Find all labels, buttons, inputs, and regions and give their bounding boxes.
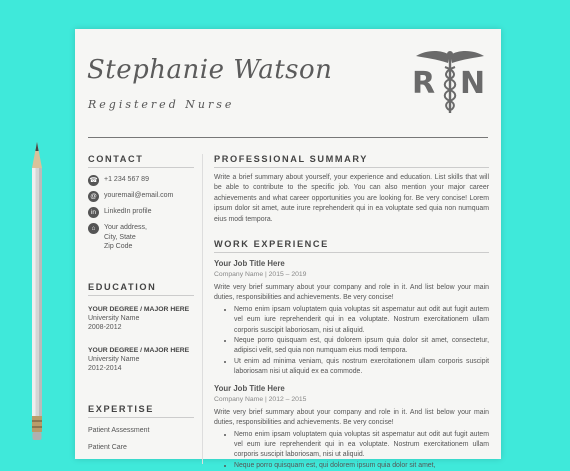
at-icon: @	[88, 191, 99, 202]
skill-item: Patient Assessment	[88, 427, 194, 434]
job-company-dates: Company Name | 2015 – 2019	[214, 271, 489, 278]
logo-letter-r: R	[412, 69, 435, 99]
degree-name: YOUR DEGREE / MAJOR HERE	[88, 346, 194, 355]
sidebar	[88, 154, 194, 451]
education-entry	[88, 305, 194, 333]
job-bullet: • Neque porro quisquam est, qui dolorem ipsum quia dolor sit amet, consectetur, adipisci velit, sed quia non numquam eius modi tempora.	[234, 336, 489, 357]
job-company-dates: Company Name | 2012 – 2015	[214, 396, 489, 403]
expertise-heading: EXPERTISE	[88, 404, 194, 418]
school-years: 2012-2014	[88, 364, 194, 374]
rn-logo	[412, 47, 488, 113]
pencil-icon	[30, 142, 44, 442]
job-bullet: • Nemo enim ipsam voluptatem quia voluptas sit aspernatur aut odit aut fugit autem vel eum iure reprehenderit qui in ea voluptate. Nostrum exercitationem ullam corporis suscipit laboriosam, nisi ut aliquid.	[234, 430, 489, 461]
address-line: Your address,	[104, 223, 147, 233]
job-bullet: • Neque porro quisquam est, qui dolorem ipsum quia dolor sit amet,	[234, 461, 489, 471]
school-years: 2008-2012	[88, 323, 194, 333]
job-bullets	[214, 430, 489, 471]
degree-name: YOUR DEGREE / MAJOR HERE	[88, 305, 194, 314]
school-name: University Name	[88, 355, 194, 365]
phone-icon: ☎	[88, 175, 99, 186]
contact-heading: CONTACT	[88, 154, 194, 168]
contact-email	[88, 191, 194, 202]
education-heading: EDUCATION	[88, 282, 194, 296]
email-text: youremail@email.com	[104, 191, 173, 201]
resume-page	[75, 29, 501, 459]
address-text	[104, 223, 147, 252]
job-summary: Write very brief summary about your company and role in it. And list below your main duties, responsibilities and achievements. Be very concise!	[214, 283, 489, 304]
school-name: University Name	[88, 314, 194, 324]
linkedin-text: LinkedIn profile	[104, 207, 151, 217]
candidate-name: Stephanie Watson	[87, 55, 332, 85]
education-entry	[88, 346, 194, 374]
work-heading: WORK EXPERIENCE	[214, 239, 489, 253]
contact-address	[88, 223, 194, 252]
job-entry	[214, 384, 489, 471]
contact-linkedin	[88, 207, 194, 218]
address-line: City, State	[104, 233, 147, 243]
column-divider	[202, 154, 203, 464]
job-entry	[214, 259, 489, 378]
job-title: Your Job Title Here	[214, 384, 489, 393]
summary-heading: PROFESSIONAL SUMMARY	[214, 154, 489, 168]
job-title: Your Job Title Here	[214, 259, 489, 268]
main-content	[214, 154, 489, 471]
contact-phone	[88, 175, 194, 186]
job-bullets	[214, 305, 489, 378]
skill-item: Patient Care	[88, 444, 194, 451]
home-icon: ⌂	[88, 223, 99, 234]
linkedin-icon: in	[88, 207, 99, 218]
phone-text: +1 234 567 89	[104, 175, 149, 185]
header-divider	[88, 137, 488, 138]
job-bullet: • Nemo enim ipsam voluptatem quia voluptas sit aspernatur aut odit aut fugit autem vel eum iure reprehenderit qui in ea voluptate. Nostrum exercitationem ullam corporis suscipit laboriosam, nisi ut aliquid.	[234, 305, 489, 336]
candidate-title: Registered Nurse	[88, 98, 234, 111]
summary-text: Write a brief summary about yourself, your experience and education. List skills that will be able to contribute to the specific job. You can also mention your major career achievements and what career opportunities you are looking for. Be very concise! Lorem ipsum dolor sit amet, aute irure reprehenderit qui in ea voluptate sed quia non numquam eius modi tempora.	[214, 173, 489, 225]
job-bullet: • Ut enim ad minima veniam, quis nostrum exercitationem ullam corporis suscipit laboriosam nisi ut aliquid ex ea commode.	[234, 357, 489, 378]
logo-letter-n: N	[460, 69, 485, 99]
job-summary: Write very brief summary about your company and role in it. And list below your main duties, responsibilities and achievements. Be very concise!	[214, 408, 489, 429]
address-line: Zip Code	[104, 242, 147, 252]
